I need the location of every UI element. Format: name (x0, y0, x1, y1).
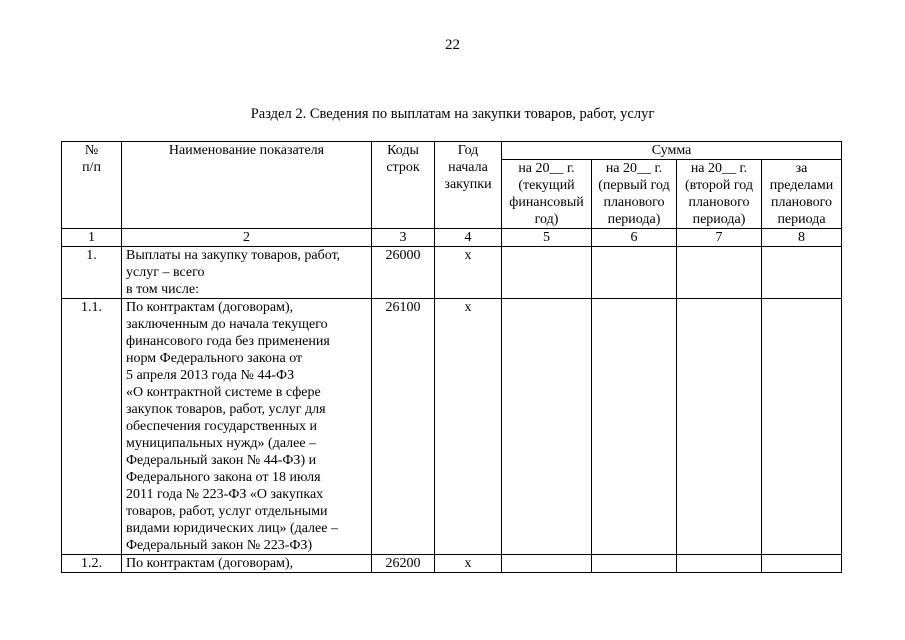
row-year: x (435, 299, 502, 555)
row-value-beyond-plan (762, 299, 842, 555)
row-code: 26200 (372, 555, 435, 573)
header-year: Год начала закупки (435, 142, 502, 229)
row-value-current-year (502, 555, 592, 573)
row-value-current-year (502, 299, 592, 555)
row-value-second-plan-year (677, 247, 762, 299)
row-value-first-plan-year (592, 299, 677, 555)
row-year: x (435, 247, 502, 299)
header-codes: Коды строк (372, 142, 435, 229)
row-value-first-plan-year (592, 247, 677, 299)
column-number: 3 (372, 229, 435, 247)
row-value-beyond-plan (762, 247, 842, 299)
header-num: № п/п (62, 142, 122, 229)
row-value-first-plan-year (592, 555, 677, 573)
header-name: Наименование показателя (122, 142, 372, 229)
row-code: 26000 (372, 247, 435, 299)
page-number: 22 (445, 37, 460, 53)
header-sum-current-year: на 20__ г. (текущий финансовый год) (502, 160, 592, 229)
column-number: 1 (62, 229, 122, 247)
row-num: 1.2. (62, 555, 122, 573)
column-number: 8 (762, 229, 842, 247)
header-row-1 (62, 142, 842, 160)
column-number: 2 (122, 229, 372, 247)
column-number: 5 (502, 229, 592, 247)
row-value-second-plan-year (677, 555, 762, 573)
row-name: По контрактам (договорам), заключенным до начала текущего финансового года без применения норм Федерального закона от 5 апреля 2013 года № 44-ФЗ «О контрактной системе в сфере закупок товаров, работ, услуг для обеспечения государственных и муниципальных нужд» (далее – Федеральный закон № 44-ФЗ) и Федерального закона от 18 июля 2011 года № 223-ФЗ «О закупках товаров, работ, услуг отдельными видами юридических лиц» (далее – Федеральный закон № 223-ФЗ) (122, 299, 372, 555)
row-year: x (435, 555, 502, 573)
row-name: Выплаты на закупку товаров, работ, услуг – всего в том числе: (122, 247, 372, 299)
section-title: Раздел 2. Сведения по выплатам на закупки товаров, работ, услуг (250, 106, 655, 122)
column-number: 7 (677, 229, 762, 247)
payments-table (61, 141, 842, 573)
table-row (62, 247, 842, 299)
header-sum-first-plan-year: на 20__ г. (первый год планового периода) (592, 160, 677, 229)
row-value-second-plan-year (677, 299, 762, 555)
row-name: По контрактам (договорам), (122, 555, 372, 573)
row-num: 1. (62, 247, 122, 299)
header-sum-second-plan-year: на 20__ г. (второй год планового периода) (677, 160, 762, 229)
column-number: 6 (592, 229, 677, 247)
table-row (62, 299, 842, 555)
header-sum: Сумма (502, 142, 842, 160)
row-code: 26100 (372, 299, 435, 555)
column-numbers-row (62, 229, 842, 247)
table-row (62, 555, 842, 573)
row-value-current-year (502, 247, 592, 299)
row-value-beyond-plan (762, 555, 842, 573)
row-num: 1.1. (62, 299, 122, 555)
column-number: 4 (435, 229, 502, 247)
header-sum-beyond-plan: за пределами планового периода (762, 160, 842, 229)
